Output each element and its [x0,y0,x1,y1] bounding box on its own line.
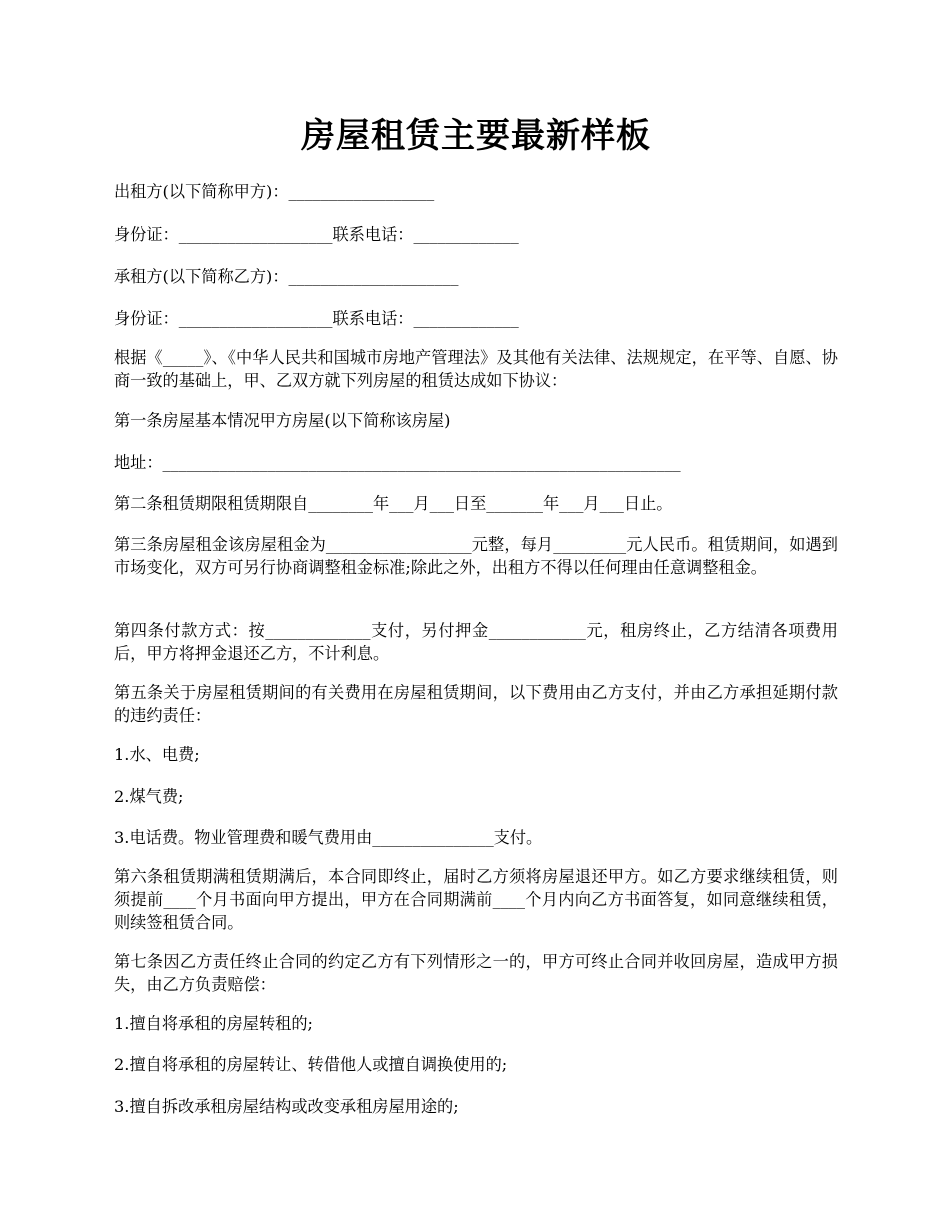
paragraph-fee-water-electric: 1.水、电费; [114,745,200,764]
paragraph-article-5: 第五条关于房屋租赁期间的有关费用在房屋租赁期间，以下费用由乙方支付，并由乙方承担延期付款的违约责任： [114,683,838,725]
paragraph-article-6: 第六条租赁期满租赁期满后，本合同即终止，届时乙方须将房屋退还甲方。如乙方要求继续租赁，则须提前____个月书面向甲方提出，甲方在合同期满前____个月内向乙方书面答复，如同意继续租赁，则续签租赁合同。 [114,867,838,932]
paragraph-fee-phone: 3.电话费。物业管理费和暖气费用由_______________支付。 [114,828,543,847]
paragraph-lessee: 承租方(以下简称乙方)：_____________________ [114,267,459,286]
paragraph-article-2: 第二条租赁期限租赁期限自________年___月___日至_______年___月___日止。 [114,494,673,513]
paragraph-clause-sublet: 1.擅自将承租的房屋转租的; [114,1014,313,1033]
paragraph-article-1: 第一条房屋基本情况甲方房屋(以下简称该房屋) [114,411,451,430]
paragraph-article-4: 第四条付款方式：按_____________支付，另付押金____________元，租房终止，乙方结清各项费用后，甲方将押金退还乙方，不计利息。 [114,621,838,663]
paragraph-article-7: 第七条因乙方责任终止合同的约定乙方有下列情形之一的，甲方可终止合同并收回房屋，造成甲方损失，由乙方负责赔偿： [114,952,838,994]
paragraph-clause-alter: 3.擅自拆改承租房屋结构或改变承租房屋用途的; [114,1097,459,1116]
paragraph-preamble: 根据《_____》、《中华人民共和国城市房地产管理法》及其他有关法律、法规规定，在平等、自愿、协商一致的基础上，甲、乙双方就下列房屋的租赁达成如下协议： [114,348,838,390]
paragraph-clause-transfer: 2.擅自将承租的房屋转让、转借他人或擅自调换使用的; [114,1055,508,1074]
paragraph-address: 地址：________________________________________________________________ [114,453,681,472]
paragraph-article-3: 第三条房屋租金该房屋租金为__________________元整，每月_________元人民币。租赁期间，如遇到市场变化，双方可另行协商调整租金标准;除此之外，出租方不得以任何理由任意调整租金。 [114,535,838,577]
document-title: 房屋租赁主要最新样板 [301,116,651,156]
paragraph-lessor: 出租方(以下简称甲方)：__________________ [114,182,435,201]
paragraph-lessee-id-phone: 身份证：___________________联系电话：_____________ [114,309,519,328]
paragraph-fee-gas: 2.煤气费; [114,787,184,806]
paragraph-lessor-id-phone: 身份证：___________________联系电话：_____________ [114,225,519,244]
